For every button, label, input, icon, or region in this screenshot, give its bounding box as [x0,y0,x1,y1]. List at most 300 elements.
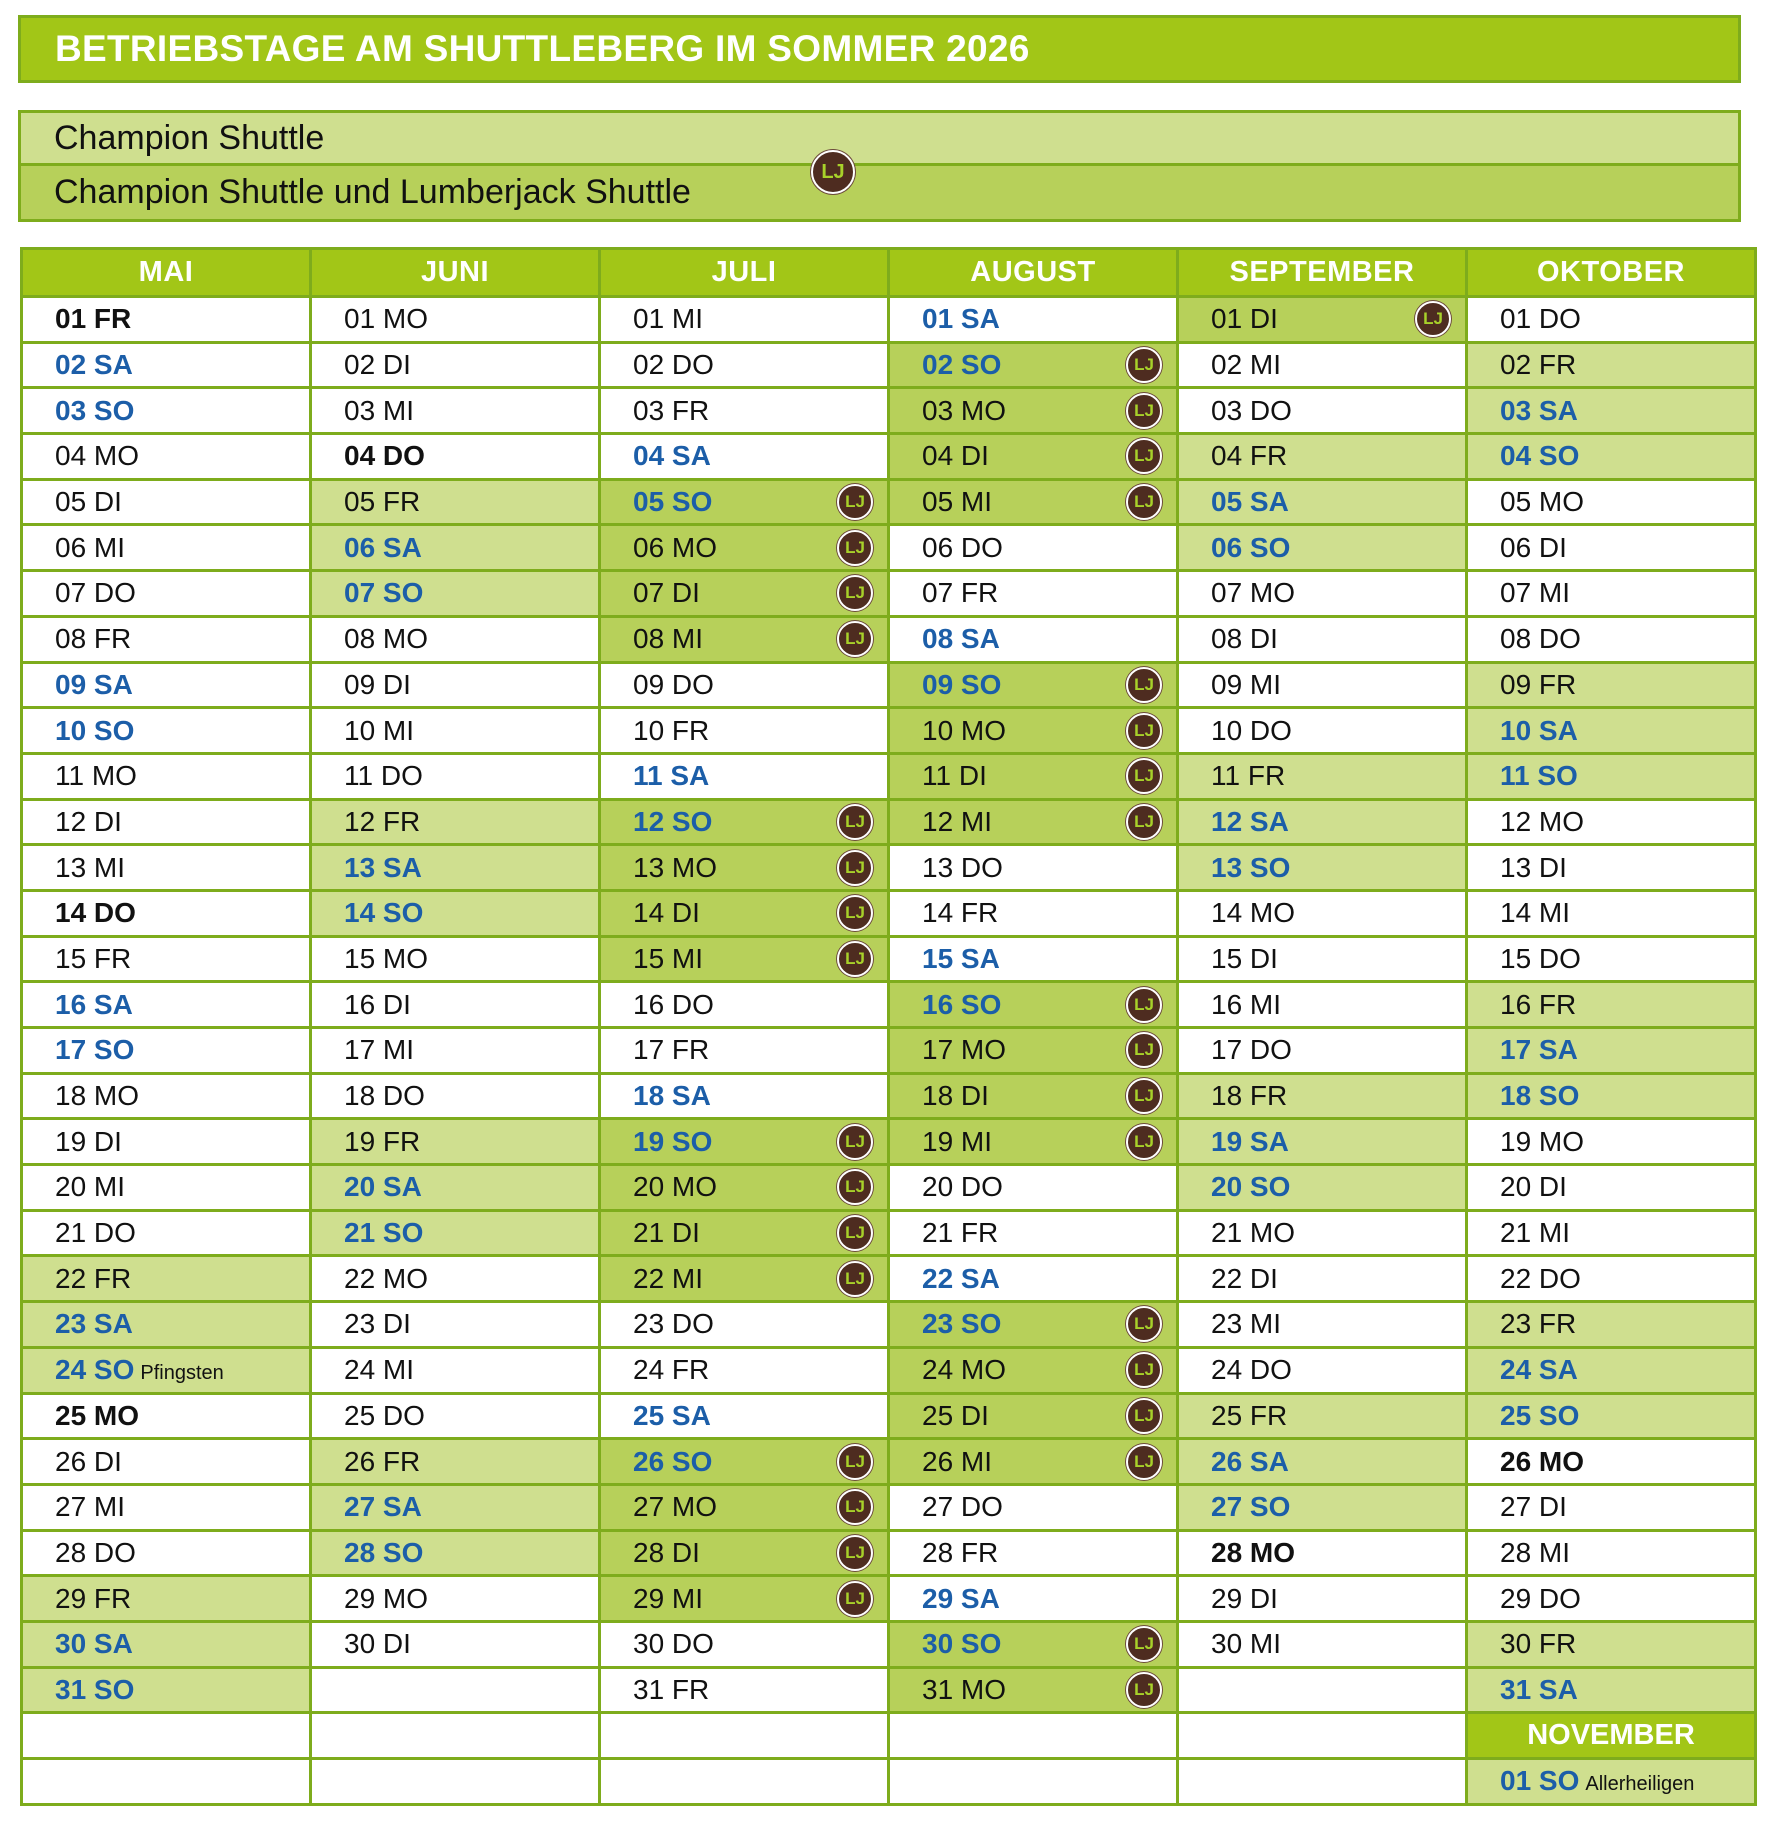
day-cell [600,1165,889,1211]
day-cell [1178,1393,1467,1439]
calendar-row [22,890,1756,936]
day-label: 20 MI [55,1171,126,1203]
day-cell [311,1576,600,1622]
day-cell [889,342,1178,388]
calendar-row [22,753,1756,799]
day-cell [600,616,889,662]
day-cell [600,936,889,982]
day-label: 29 FR [55,1582,132,1614]
day-label: 02 FR [1500,349,1577,381]
day-cell [22,1302,311,1348]
calendar-row [22,297,1756,343]
day-cell [889,1439,1178,1485]
month-header-mai: MAI [22,249,311,297]
day-label: 02 SO [922,349,1002,381]
day-label: 06 MO [633,531,718,563]
lumberjack-badge-icon: LJ [1126,393,1162,429]
day-label: 03 SO [55,394,135,426]
lumberjack-badge-icon: LJ [1126,1078,1162,1114]
lumberjack-badge-icon: LJ [837,575,873,611]
calendar-row [22,388,1756,434]
day-label: 08 SA [922,623,1000,655]
day-label: 14 DI [633,897,700,929]
day-label: 22 DO [1500,1262,1581,1294]
calendar-row [22,434,1756,480]
day-cell [311,1347,600,1393]
day-label: 28 MI [1500,1536,1571,1568]
day-cell [22,1576,311,1622]
day-label: 14 MI [1500,897,1571,929]
day-cell [1467,297,1756,343]
day-cell [1467,1759,1756,1805]
day-label: 27 DO [922,1491,1003,1523]
day-label: 14 DO [55,897,136,929]
day-cell [311,1484,600,1530]
day-cell [889,388,1178,434]
day-label: 08 MO [344,623,429,655]
day-cell [889,1210,1178,1256]
day-label: 10 SO [55,714,135,746]
holiday-note: Allerheiligen [1585,1773,1695,1796]
calendar-row [22,1576,1756,1622]
day-cell [889,1347,1178,1393]
day-label: 13 DO [922,851,1003,883]
day-label: 04 DI [922,440,989,472]
day-cell [889,571,1178,617]
legend-champion-label: Champion Shuttle [54,118,325,157]
day-label: 09 FR [1500,668,1577,700]
day-cell [1467,890,1756,936]
day-label: 25 DO [344,1399,425,1431]
calendar-row [22,1210,1756,1256]
empty-cell [1178,1713,1467,1759]
day-cell [1178,982,1467,1028]
day-label: 29 SA [922,1582,1000,1614]
day-label: 05 SA [1211,486,1289,518]
day-label: 15 MO [344,942,429,974]
day-cell [1178,1484,1467,1530]
calendar-row [22,479,1756,525]
day-cell [22,1028,311,1074]
lumberjack-badge-icon: LJ [1126,804,1162,840]
day-cell [1467,1347,1756,1393]
day-label: 05 SO [633,486,713,518]
day-cell [22,1621,311,1667]
day-label: 11 SA [633,760,710,792]
day-cell [1467,1256,1756,1302]
day-cell [889,662,1178,708]
calendar-row [22,982,1756,1028]
day-label: 04 SA [633,440,711,472]
day-cell [311,388,600,434]
calendar-row [22,1713,1756,1759]
day-label: 10 MO [922,714,1007,746]
day-cell [1178,479,1467,525]
day-cell [600,662,889,708]
day-cell [600,1393,889,1439]
day-cell [311,434,600,480]
day-cell [600,571,889,617]
day-label: 26 SA [1211,1445,1289,1477]
day-cell [600,525,889,571]
day-cell [1467,662,1756,708]
lumberjack-badge-icon: LJ [837,621,873,657]
day-cell [1178,1119,1467,1165]
day-label: 11 DO [344,760,423,792]
day-label: 20 DO [922,1171,1003,1203]
empty-cell [311,1667,600,1713]
day-label: 23 DI [344,1308,411,1340]
day-cell [311,1028,600,1074]
day-cell [1178,799,1467,845]
lumberjack-badge-icon: LJ [1126,1672,1162,1708]
day-cell [1467,1210,1756,1256]
day-cell [1467,1073,1756,1119]
day-label: 03 FR [633,394,710,426]
empty-cell [22,1713,311,1759]
day-cell [22,434,311,480]
day-label: 19 DI [55,1125,122,1157]
day-cell [600,342,889,388]
day-cell [889,1119,1178,1165]
day-label: 06 DI [1500,531,1567,563]
calendar-row [22,1256,1756,1302]
day-cell [22,1484,311,1530]
day-label: 23 SA [55,1308,133,1340]
day-cell [311,1256,600,1302]
day-cell [889,1073,1178,1119]
month-header-november: NOVEMBER [1467,1713,1756,1759]
legend [18,110,1741,222]
day-label: 25 FR [1211,1399,1288,1431]
day-cell [889,890,1178,936]
lumberjack-badge-icon: LJ [1126,347,1162,383]
day-cell [1178,662,1467,708]
day-label: 14 FR [922,897,999,929]
empty-cell [889,1759,1178,1805]
calendar-row [22,1165,1756,1211]
day-label: 20 SA [344,1171,422,1203]
day-label: 17 MO [922,1034,1007,1066]
day-label: 30 DI [344,1628,411,1660]
day-cell [889,434,1178,480]
day-label: 18 FR [1211,1080,1288,1112]
day-cell [1178,1302,1467,1348]
day-label: 19 SA [1211,1125,1289,1157]
day-cell [600,388,889,434]
day-label: 08 DO [1500,623,1581,655]
day-cell [22,1165,311,1211]
day-label: 30 SO [922,1628,1002,1660]
day-cell [1178,753,1467,799]
day-cell [22,1347,311,1393]
lumberjack-badge-icon: LJ [1126,667,1162,703]
day-cell [22,1210,311,1256]
day-label: 15 MI [633,942,704,974]
calendar-row [22,1073,1756,1119]
day-cell [600,708,889,754]
day-cell [600,1210,889,1256]
day-cell [600,982,889,1028]
day-label: 25 MO [55,1399,140,1431]
day-cell [22,388,311,434]
day-label: 17 SA [1500,1034,1578,1066]
day-cell [889,1028,1178,1074]
day-cell [600,1484,889,1530]
day-cell [1467,525,1756,571]
day-label: 20 MO [633,1171,718,1203]
day-label: 22 MI [633,1262,704,1294]
day-label: 11 FR [1211,760,1286,792]
day-label: 30 MI [1211,1628,1282,1660]
day-label: 21 DI [633,1217,700,1249]
day-cell [600,479,889,525]
day-label: 06 MI [55,531,126,563]
day-cell [600,1347,889,1393]
day-label: 03 DO [1211,394,1292,426]
day-label: 26 MO [1500,1445,1585,1477]
calendar-row [22,1347,1756,1393]
day-label: 29 MI [633,1582,704,1614]
day-label: 22 DI [1211,1262,1278,1294]
calendar-row [22,1621,1756,1667]
day-label: 04 MO [55,440,140,472]
day-label: 26 SO [633,1445,713,1477]
lumberjack-badge-icon: LJ [837,1535,873,1571]
day-cell [22,297,311,343]
empty-cell [600,1713,889,1759]
lumberjack-badge-icon: LJ [1126,987,1162,1023]
day-label: 22 MO [344,1262,429,1294]
day-cell [889,708,1178,754]
day-cell [600,297,889,343]
day-label: 29 DI [1211,1582,1278,1614]
legend-lumberjack-label: Champion Shuttle und Lumberjack Shuttle [54,173,691,211]
day-label: 05 FR [344,486,421,518]
day-label: 13 SO [1211,851,1291,883]
day-cell [889,845,1178,891]
day-cell [1467,1667,1756,1713]
day-cell [1178,890,1467,936]
day-label: 07 FR [922,577,999,609]
day-label: 19 MO [1500,1125,1585,1157]
empty-cell [889,1713,1178,1759]
day-cell [1178,616,1467,662]
day-cell [22,342,311,388]
day-cell [1178,1210,1467,1256]
day-label: 21 MO [1211,1217,1296,1249]
day-label: 15 SA [922,942,1000,974]
day-cell [311,616,600,662]
page-title: BETRIEBSTAGE AM SHUTTLEBERG IM SOMMER 2026 [55,28,1030,69]
day-cell [1467,1530,1756,1576]
day-cell [311,799,600,845]
day-cell [600,1028,889,1074]
lumberjack-badge-icon: LJ [837,484,873,520]
day-cell [1178,388,1467,434]
day-label: 31 SA [1500,1673,1578,1705]
day-cell [889,799,1178,845]
calendar-row [22,1667,1756,1713]
day-cell [311,982,600,1028]
day-cell [311,845,600,891]
day-label: 17 FR [633,1034,710,1066]
day-cell [600,890,889,936]
day-cell [22,845,311,891]
month-header-september: SEPTEMBER [1178,249,1467,297]
day-cell [1178,342,1467,388]
day-label: 24 DO [1211,1354,1292,1386]
day-cell [889,297,1178,343]
day-cell [22,708,311,754]
day-label: 20 SO [1211,1171,1291,1203]
day-cell [22,753,311,799]
lumberjack-badge-icon: LJ [1126,1352,1162,1388]
day-cell [311,1073,600,1119]
day-cell [889,1484,1178,1530]
day-cell [600,1439,889,1485]
day-label: 07 DI [633,577,700,609]
day-cell [311,1302,600,1348]
day-cell [1178,1256,1467,1302]
lumberjack-badge-icon: LJ [1126,1306,1162,1342]
day-label: 02 DI [344,349,411,381]
lumberjack-badge-icon: LJ [1415,301,1451,337]
lumberjack-badge-icon: LJ [837,941,873,977]
lumberjack-badge-icon: LJ [837,1261,873,1297]
day-cell [1467,1484,1756,1530]
day-label: 28 DI [633,1536,700,1568]
day-cell [22,1256,311,1302]
day-label: 10 DO [1211,714,1292,746]
day-label: 02 MI [1211,349,1282,381]
day-cell [22,1439,311,1485]
day-cell [311,1119,600,1165]
day-cell [311,571,600,617]
day-cell [22,662,311,708]
day-cell [600,845,889,891]
day-label: 05 MO [1500,486,1585,518]
day-cell [600,1256,889,1302]
day-label: 16 DO [633,988,714,1020]
lumberjack-badge-icon: LJ [1126,1444,1162,1480]
day-label: 09 DI [344,668,411,700]
day-label: 10 MI [344,714,415,746]
day-label: 19 SO [633,1125,713,1157]
day-label: 13 SA [344,851,422,883]
empty-cell [1178,1759,1467,1805]
legend-champion-shuttle [21,113,1738,166]
calendar-row [22,1028,1756,1074]
day-label: 01 MI [633,303,704,335]
day-cell [22,571,311,617]
holiday-note: Pfingsten [140,1362,224,1385]
month-header-oktober: OKTOBER [1467,249,1756,297]
empty-cell [22,1759,311,1805]
day-cell [1178,571,1467,617]
day-cell [889,1530,1178,1576]
day-label: 27 MO [633,1491,718,1523]
day-label: 12 MI [922,805,993,837]
calendar-row [22,1759,1756,1805]
calendar-row [22,1302,1756,1348]
lumberjack-badge-icon: LJ [837,895,873,931]
calendar-row [22,616,1756,662]
day-label: 18 DO [344,1080,425,1112]
calendar-row [22,1484,1756,1530]
day-cell [22,890,311,936]
day-label: 09 SA [55,668,133,700]
day-cell [600,1621,889,1667]
day-label: 11 DI [922,760,987,792]
day-cell [311,1393,600,1439]
day-cell [311,342,600,388]
day-cell [1178,708,1467,754]
day-cell [1467,434,1756,480]
lumberjack-badge-icon: LJ [1126,1626,1162,1662]
day-cell [1467,1302,1756,1348]
day-label: 10 FR [633,714,710,746]
day-label: 07 SO [344,577,424,609]
empty-cell [1178,1667,1467,1713]
lumberjack-badge-icon: LJ [837,1169,873,1205]
day-cell [22,799,311,845]
lumberjack-badge-icon: LJ [837,804,873,840]
day-label: 21 SO [344,1217,424,1249]
day-cell [22,1119,311,1165]
day-label: 02 SA [55,349,133,381]
day-cell [1467,708,1756,754]
lumberjack-badge-icon: LJ [1126,438,1162,474]
day-cell [22,1393,311,1439]
day-cell [889,525,1178,571]
day-cell [1467,342,1756,388]
day-cell [889,1302,1178,1348]
day-label: 09 SO [922,668,1002,700]
day-label: 06 SO [1211,531,1291,563]
day-cell [22,525,311,571]
day-label: 23 DO [633,1308,714,1340]
day-label: 12 SO [633,805,713,837]
day-label: 17 SO [55,1034,135,1066]
day-label: 18 MO [55,1080,140,1112]
day-label: 03 SA [1500,394,1578,426]
day-label: 17 MI [344,1034,415,1066]
day-label: 12 SA [1211,805,1289,837]
day-label: 02 DO [633,349,714,381]
day-cell [311,662,600,708]
day-cell [22,479,311,525]
day-label: 18 SA [633,1080,711,1112]
day-label: 25 SA [633,1399,711,1431]
lumberjack-badge-icon: LJ [837,1489,873,1525]
calendar-row [22,342,1756,388]
day-label: 21 MI [1500,1217,1571,1249]
day-cell [889,1621,1178,1667]
day-label: 20 DI [1500,1171,1567,1203]
day-cell [22,616,311,662]
day-cell [311,1439,600,1485]
day-label: 21 FR [922,1217,999,1249]
lumberjack-badge-icon: LJ [1126,1032,1162,1068]
day-label: 07 DO [55,577,136,609]
day-label: 24 SA [1500,1354,1578,1386]
day-label: 15 DO [1500,942,1581,974]
day-cell [1467,799,1756,845]
empty-cell [600,1759,889,1805]
calendar-table [20,247,1757,1806]
day-cell [22,1073,311,1119]
